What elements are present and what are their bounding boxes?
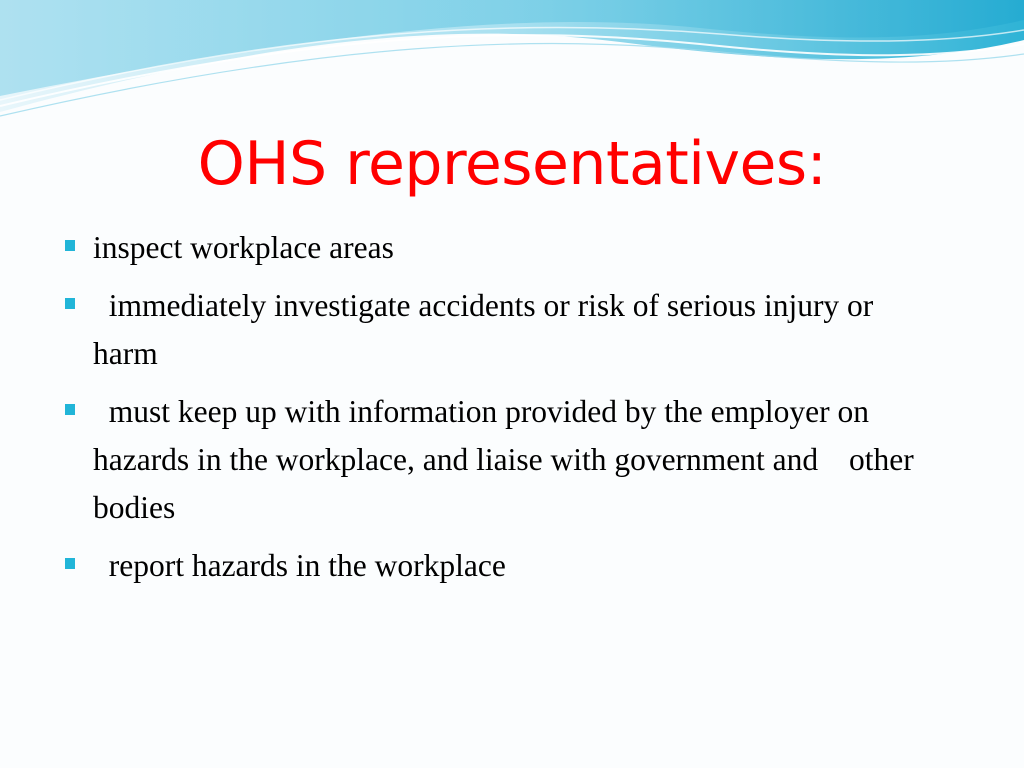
list-item <box>62 224 962 272</box>
bullet-text: immediately investigate accidents or risk of serious injury or harm <box>93 288 944 371</box>
square-bullet-icon <box>65 240 75 251</box>
bullet-text: must keep up with information provided by the employer on hazards in the workplace, and liaise with government and other bodies <box>93 394 922 525</box>
square-bullet-icon <box>65 558 75 569</box>
list-item <box>62 388 962 532</box>
list-item <box>62 542 962 590</box>
header-wave-decoration <box>0 0 1024 130</box>
list-item <box>62 282 962 378</box>
bullet-text: inspect workplace areas <box>93 230 394 265</box>
square-bullet-icon <box>65 298 75 309</box>
slide-title: OHS representatives: <box>197 129 827 199</box>
square-bullet-icon <box>65 404 75 415</box>
bullet-text: report hazards in the workplace <box>93 548 506 583</box>
bullet-list <box>62 224 962 600</box>
